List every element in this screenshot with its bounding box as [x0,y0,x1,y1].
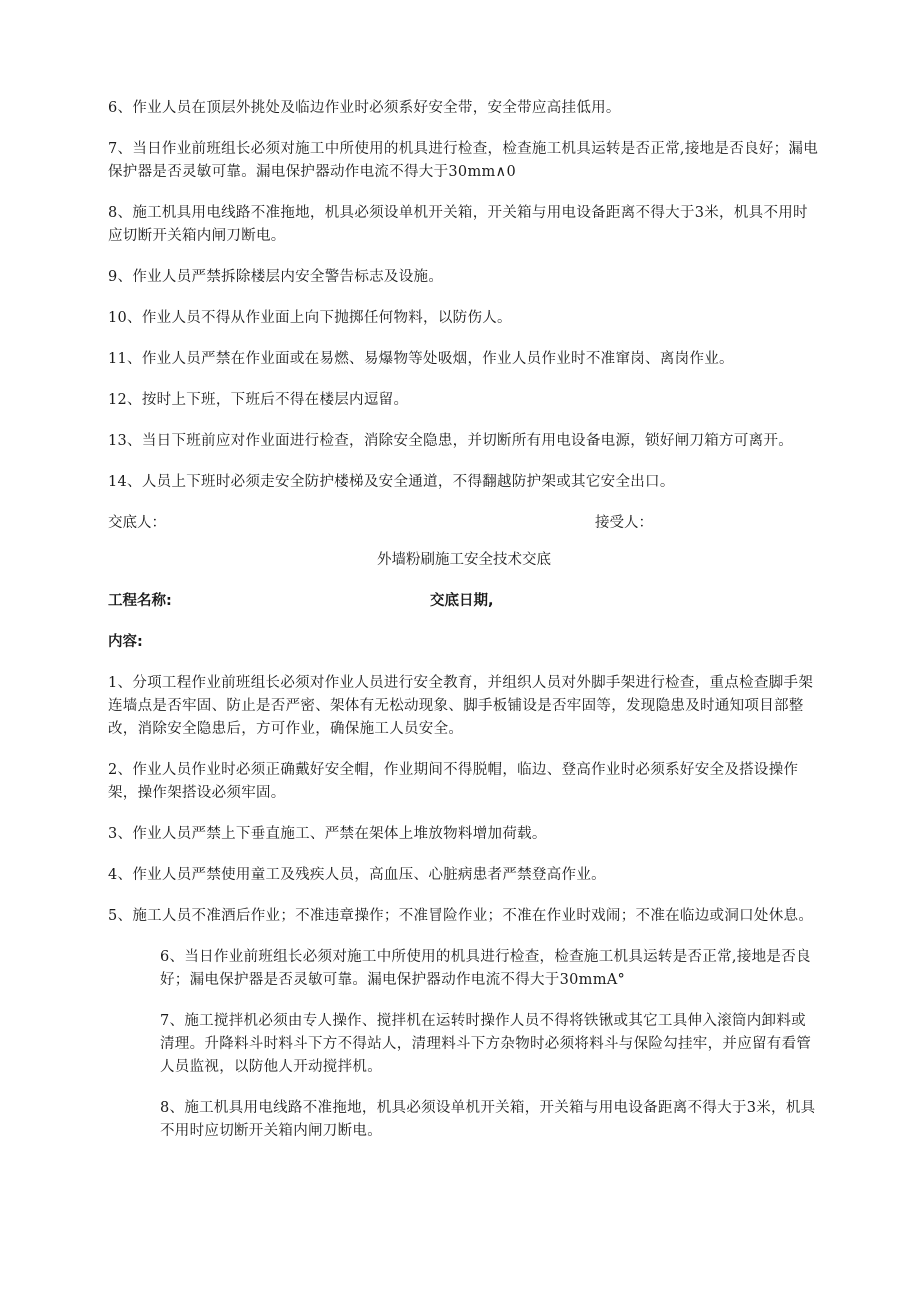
content-item-6: 6、当日作业前班组长必须对施工中所使用的机具进行检查，检查施工机具运转是否正常,接地是否良好；漏电保护器是否灵敏可靠。漏电保护器动作电流不得大于30mmA° [160,949,811,988]
project-meta-row [108,590,820,613]
content-item-4: 4、作业人员严禁使用童工及残疾人员，高血压、心脏病患者严禁登高作业。 [108,867,606,883]
handover-date-label: 交底日期, [430,593,494,609]
content-item-2: 2、作业人员作业时必须正确戴好安全帽，作业期间不得脱帽，临边、登高作业时必须系好安全及搭设操作架，操作架搭设必须牢固。 [108,762,799,801]
content-item-5: 5、施工人员不准酒后作业；不准违章操作；不准冒险作业；不准在作业时戏闹；不准在临边或洞口处休息。 [108,908,814,924]
received-by-label: 接受人： [595,515,653,531]
rule-item-12: 12、按时上下班，下班后不得在楼层内逗留。 [108,392,409,408]
content-item-1: 1、分项工程作业前班组长必须对作业人员进行安全教育，并组织人员对外脚手架进行检查，重点检查脚手架连墙点是否牢固、防止是否严密、架体有无松动现象、脚手板铺设是否牢固等，发现隐患及时通知项目部整改，消除安全隐患后，方可作业，确保施工人员安全。 [108,675,814,737]
content-item-8: 8、施工机具用电线路不准拖地，机具必须设单机开关箱，开关箱与用电设备距离不得大于3米，机具不用时应切断开关箱内闸刀断电。 [160,1100,816,1139]
document-page [108,97,820,1161]
signature-row [108,512,820,535]
content-item-7: 7、施工搅拌机必须由专人操作、搅拌机在运转时操作人员不得将铁锹或其它工具伸入滚筒内卸料或清理。升降料斗时料斗下方不得站人，清理料斗下方杂物时必须将料斗与保险勾挂牢，并应留有看管人员监视，以防他人开动搅拌机。 [160,1013,812,1075]
rule-item-11: 11、作业人员严禁在作业面或在易燃、易爆物等处吸烟，作业人员作业时不准窜岗、离岗作业。 [108,351,734,367]
rule-item-6: 6、作业人员在顶层外挑处及临边作业时必须系好安全带，安全带应高挂低用。 [108,100,621,116]
section-title: 外墙粉刷施工安全技术交底 [377,552,551,568]
content-item-3: 3、作业人员严禁上下垂直施工、严禁在架体上堆放物料增加荷载。 [108,826,547,842]
content-label: 内容: [108,634,143,650]
rule-item-9: 9、作业人员严禁拆除楼层内安全警告标志及设施。 [108,269,444,285]
rule-item-7: 7、当日作业前班组长必须对施工中所使用的机具进行检查，检查施工机具运转是否正常,接地是否良好；漏电保护器是否灵敏可靠。漏电保护器动作电流不得大于30mm∧0 [108,141,819,180]
rule-item-8: 8、施工机具用电线路不准拖地，机具必须设单机开关箱，开关箱与用电设备距离不得大于3米，机具不用时应切断开关箱内闸刀断电。 [108,205,808,244]
rule-item-10: 10、作业人员不得从作业面上向下抛掷任何物料，以防伤人。 [108,310,512,326]
handover-by-label: 交底人： [108,515,166,531]
rule-item-14: 14、人员上下班时必须走安全防护楼梯及安全通道，不得翻越防护架或其它安全出口。 [108,474,675,490]
project-name-label: 工程名称: [108,593,172,609]
rule-item-13: 13、当日下班前应对作业面进行检查，消除安全隐患，并切断所有用电设备电源，锁好闸刀箱方可离开。 [108,433,794,449]
